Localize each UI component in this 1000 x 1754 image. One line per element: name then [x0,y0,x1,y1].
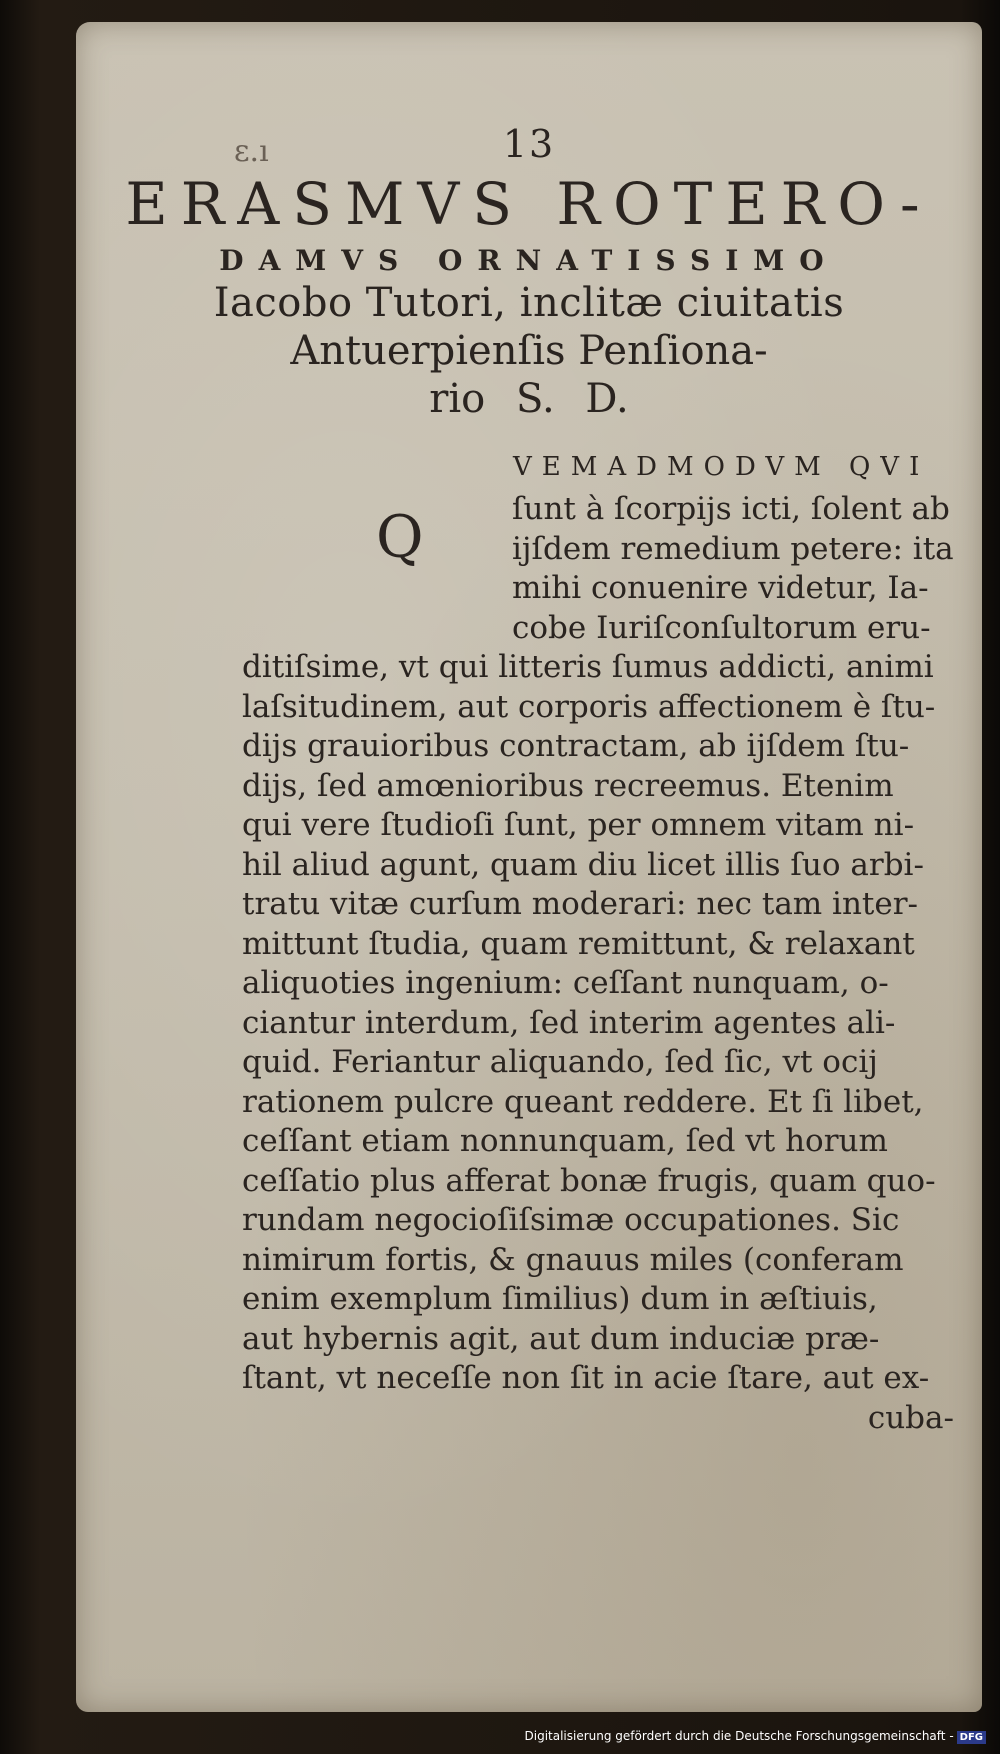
heading-line-3: Iacobo Tutori, inclitæ ciuitatis [213,280,845,326]
text-line: laſsitudinem, aut corporis affectionem è ſtu- [242,688,936,725]
catchword: cuba- [867,1399,954,1436]
text-line: tratu vitæ curſum moderari: nec tam inter- [242,886,919,922]
text-line: quid. Feriantur aliquando, ſed ſic, vt ocij [242,1044,878,1080]
text-line: rationem pulcre queant reddere. Et ſi libet, [242,1083,924,1120]
text-line: cobe Iuriſconſultorum eru- [512,609,931,646]
text-line: qui vere ſtudioſi ſunt, per omnem vitam ni- [242,807,915,843]
heading-line-1: ERASMVS ROTERO- [125,170,933,238]
heading-line-4: Antuerpienſis Penſiona- [290,328,768,374]
heading-line-5: rio S. D. [429,376,629,422]
text-line: mittunt ſtudia, quam remittunt, & relaxant [242,925,915,962]
text-line: hil aliud agunt, quam diu licet illis ſuo arbi- [242,846,924,883]
text-line: dijs grauioribus contractam, ab ijſdem ſtu- [242,728,910,764]
text-line: ceſſatio plus afferat bonæ frugis, quam quo- [242,1162,936,1199]
text-line: dijs, ſed amœnioribus recreemus. Etenim [242,767,894,804]
text-line: ſtant, vt neceſſe non ſit in acie ſtare, aut ex- [242,1360,930,1396]
text-line: ditiſsime, vt qui litteris ſumus addicti, animi [242,649,934,685]
text-line: ciantur interdum, ſed interim agentes ali- [242,1004,896,1041]
credit-text: Digitalisierung gefördert durch die Deutsche Forschungsgemeinschaft - [524,1729,954,1743]
book-page [76,22,982,1712]
text-line: mihi conuenire videtur, Ia- [512,570,929,606]
text-line: rundam negocioſiſsimæ occupationes. Sic [242,1202,900,1238]
text-line: ijſdem remedium petere: ita [512,530,954,567]
drop-cap: Q [376,503,424,571]
text-line: ſunt à ſcorpijs icti, ſolent ab [512,491,950,527]
text-line: enim exemplum ſimilius) dum in æſtiuis, [242,1281,878,1317]
body-text [242,490,954,1438]
text-line: nimirum fortis, & gnauus miles (conferam [242,1241,904,1278]
dfg-logo: DFG [957,1731,986,1744]
marginal-note: ɛ.ı [234,134,269,169]
digitization-credit [525,1729,987,1744]
heading-line-2: DAMVS ORNATISSIMO [219,244,839,277]
text-line: aliquoties ingenium: ceſſant nunquam, o- [242,965,889,1001]
text-line: aut hybernis agit, aut dum induciæ præ- [242,1320,880,1357]
text-line: ceſſant etiam nonnunquam, ſed vt horum [242,1123,888,1159]
page-number: 13 [502,122,556,166]
opening-small-caps: VEMADMODVM QVI [513,452,930,482]
